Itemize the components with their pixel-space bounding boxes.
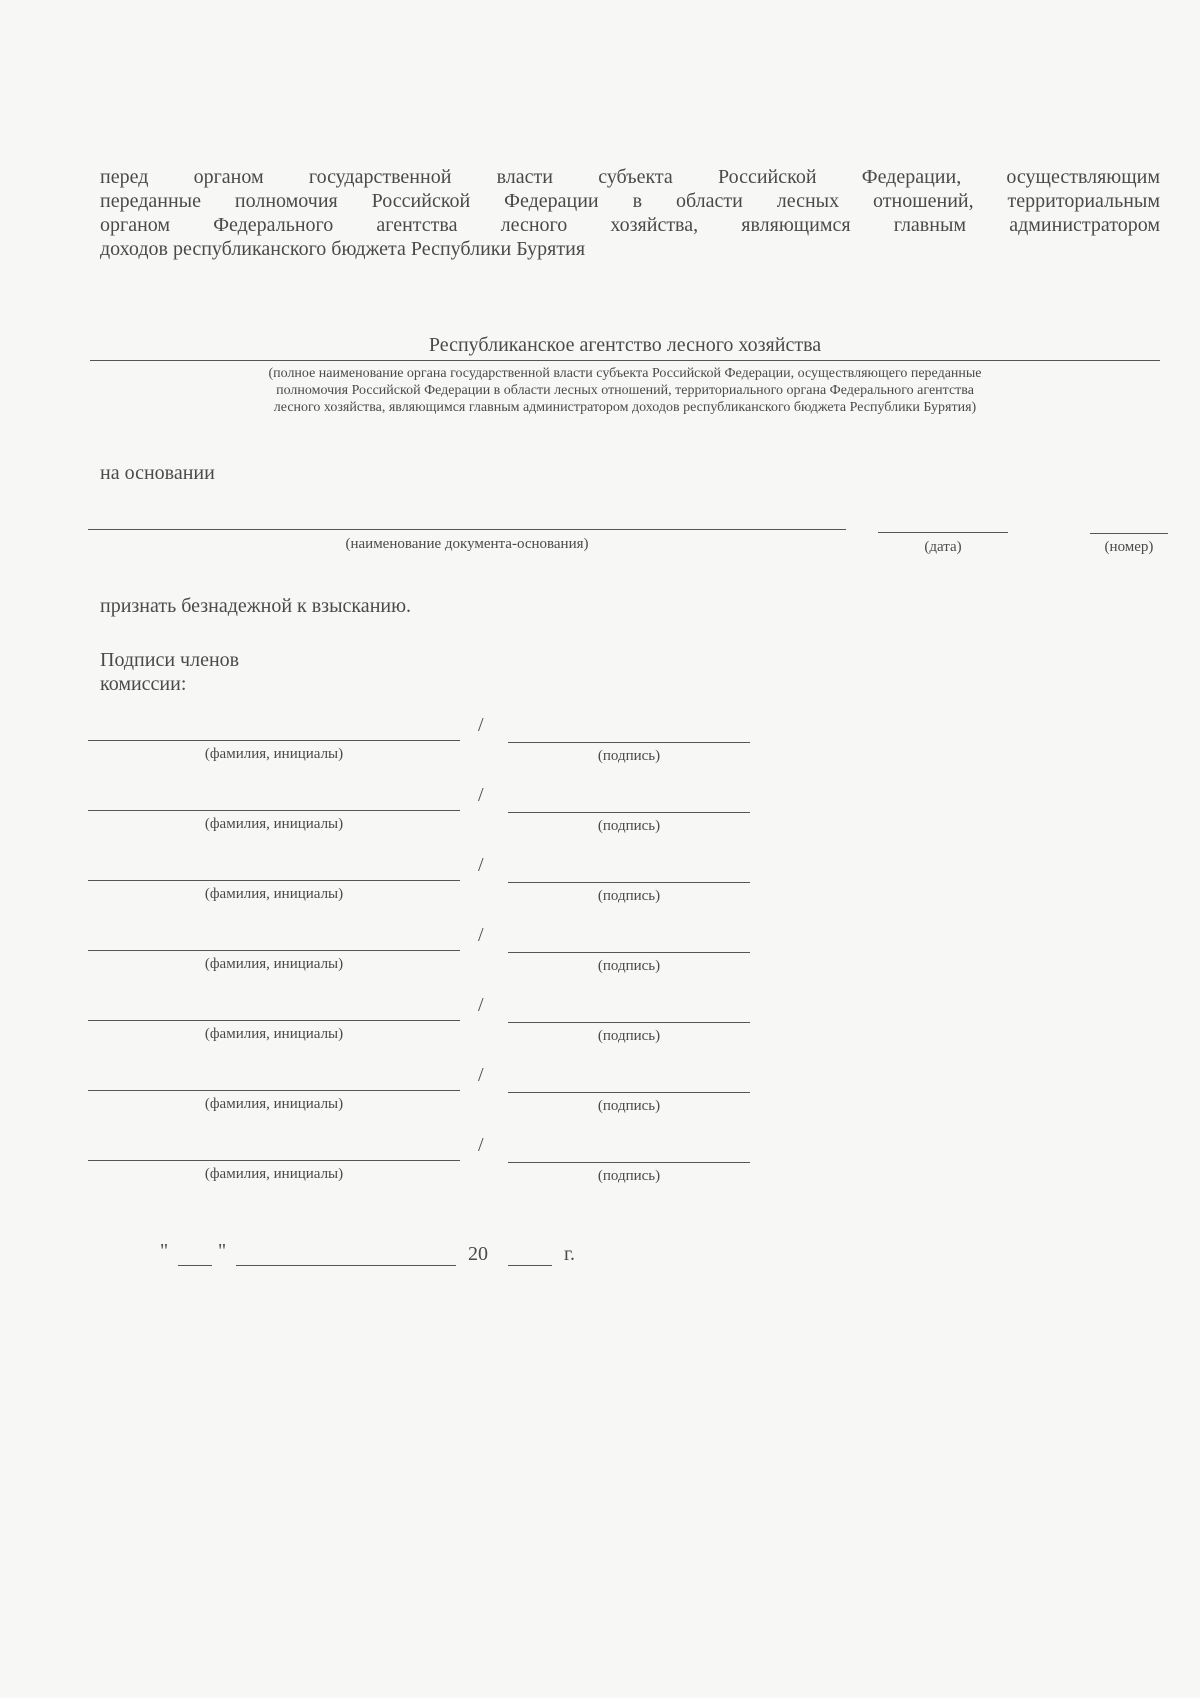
signature-caption: (подпись) <box>597 1168 661 1184</box>
basis-label: на основании <box>100 462 215 484</box>
signature-line[interactable] <box>508 742 750 743</box>
name-caption: (фамилия, инициалы) <box>204 746 344 762</box>
signatures-heading-line: Подписи членов <box>100 649 240 671</box>
name-line[interactable] <box>88 1020 460 1021</box>
intro-line: доходов республиканского бюджета Республики Бурятия <box>100 238 586 260</box>
year-line[interactable] <box>508 1265 552 1266</box>
signature-caption: (подпись) <box>597 1098 661 1114</box>
name-caption: (фамилия, инициалы) <box>204 956 344 972</box>
signature-slash: / <box>478 924 484 946</box>
basis-date-line[interactable] <box>878 532 1008 533</box>
signatures-heading-line: комиссии: <box>100 673 187 695</box>
signature-caption: (подпись) <box>597 888 661 904</box>
intro-paragraph <box>100 165 1160 261</box>
name-caption: (фамилия, инициалы) <box>204 1096 344 1112</box>
signature-slash: / <box>478 854 484 876</box>
date-close-quote: " <box>218 1240 227 1262</box>
basis-document-line[interactable] <box>88 529 846 530</box>
name-line[interactable] <box>88 810 460 811</box>
name-line[interactable] <box>88 1090 460 1091</box>
month-line[interactable] <box>236 1265 456 1266</box>
signature-line[interactable] <box>508 812 750 813</box>
signature-slash: / <box>478 1064 484 1086</box>
basis-number-line[interactable] <box>1090 533 1168 534</box>
name-line[interactable] <box>88 740 460 741</box>
intro-line: перед органом государственной власти субъекта Российской Федерации, осуществляющим <box>100 166 1160 188</box>
organ-name-line <box>90 360 1160 361</box>
organ-caption-line: полномочия Российской Федерации в области лесных отношений, территориального органа Федерального агентства <box>276 383 974 398</box>
intro-line: переданные полномочия Российской Федерации в области лесных отношений, территориальным <box>100 190 1160 212</box>
signature-slash: / <box>478 784 484 806</box>
organ-caption-line: лесного хозяйства, являющимся главным администратором доходов республиканского бюджета Республики Бурятия) <box>273 400 977 415</box>
signature-caption: (подпись) <box>597 818 661 834</box>
basis-date-caption: (дата) <box>924 539 962 555</box>
signature-line[interactable] <box>508 1162 750 1163</box>
signature-slash: / <box>478 994 484 1016</box>
signature-caption: (подпись) <box>597 1028 661 1044</box>
decision-text: признать безнадежной к взысканию. <box>100 595 412 617</box>
basis-number-caption: (номер) <box>1104 539 1154 555</box>
signature-line[interactable] <box>508 882 750 883</box>
organ-caption <box>90 365 1160 416</box>
signature-caption: (подпись) <box>597 748 661 764</box>
signature-line[interactable] <box>508 1022 750 1023</box>
name-caption: (фамилия, инициалы) <box>204 816 344 832</box>
signatures-heading <box>100 648 239 696</box>
intro-line: органом Федерального агентства лесного хозяйства, являющимся главным администратором <box>100 214 1160 236</box>
name-line[interactable] <box>88 1160 460 1161</box>
organ-caption-line: (полное наименование органа государственной власти субъекта Российской Федерации, осуществляющего переданные <box>268 366 982 381</box>
signature-slash: / <box>478 1134 484 1156</box>
date-open-quote: " <box>160 1240 169 1262</box>
name-caption: (фамилия, инициалы) <box>204 886 344 902</box>
year-prefix: 20 <box>468 1243 488 1265</box>
signature-line[interactable] <box>508 952 750 953</box>
signature-slash: / <box>478 714 484 736</box>
name-line[interactable] <box>88 880 460 881</box>
signature-line[interactable] <box>508 1092 750 1093</box>
name-line[interactable] <box>88 950 460 951</box>
organ-name: Республиканское агентство лесного хозяйства <box>428 334 822 356</box>
day-line[interactable] <box>178 1265 212 1266</box>
basis-document-caption: (наименование документа-основания) <box>345 536 589 552</box>
name-caption: (фамилия, инициалы) <box>204 1166 344 1182</box>
signature-caption: (подпись) <box>597 958 661 974</box>
name-caption: (фамилия, инициалы) <box>204 1026 344 1042</box>
year-suffix: г. <box>564 1243 575 1265</box>
